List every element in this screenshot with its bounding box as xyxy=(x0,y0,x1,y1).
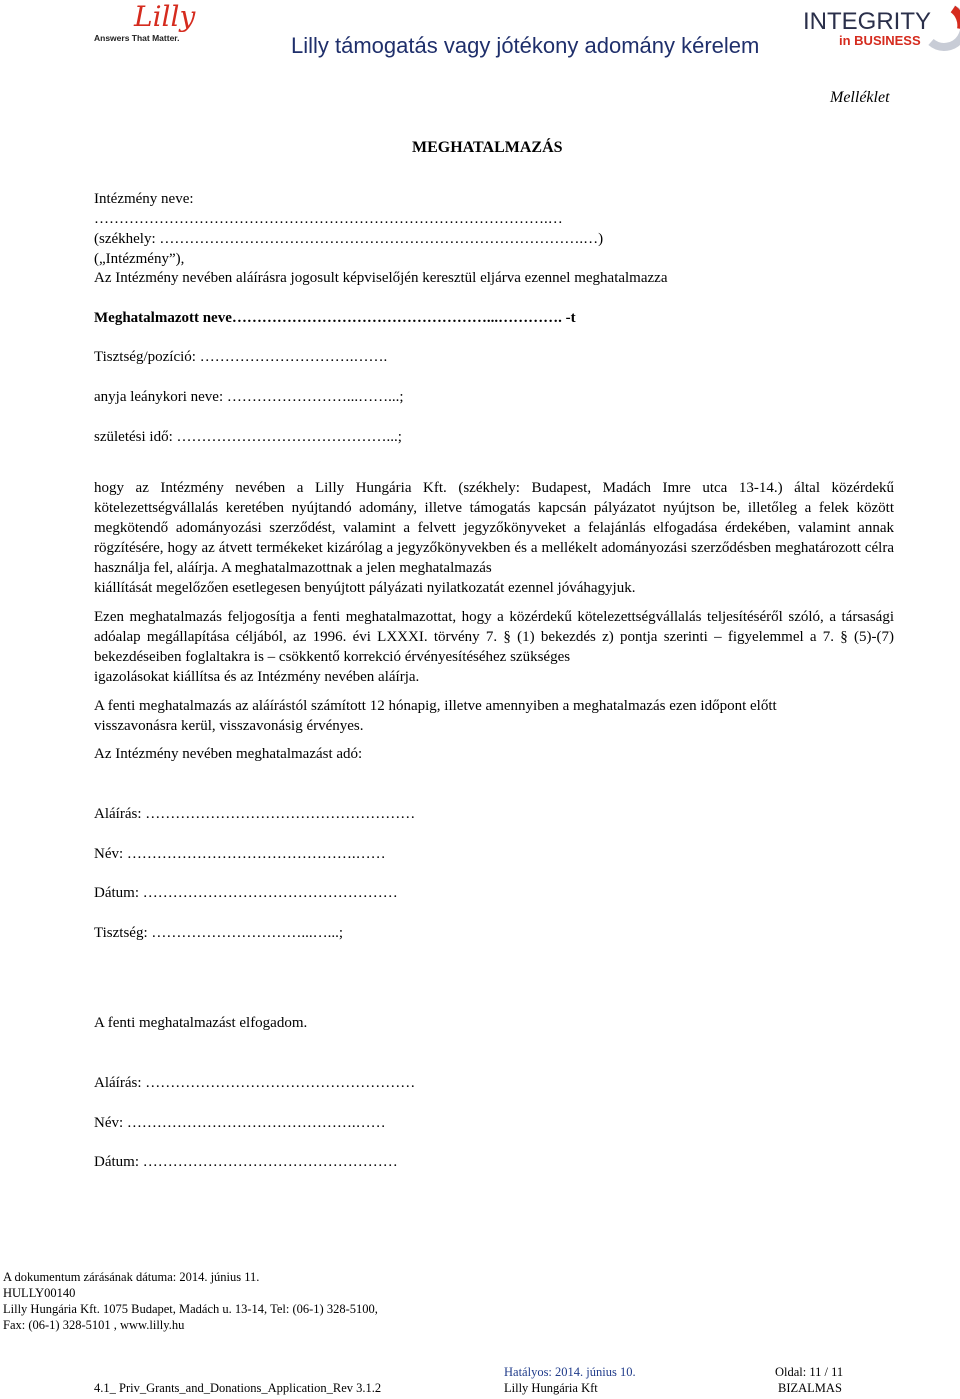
position-field: Tisztség/pozíció: ………………………….……. xyxy=(94,349,388,365)
lilly-logo-wordmark: Lilly xyxy=(134,0,196,33)
footer-code: HULLY00140 xyxy=(3,1286,76,1300)
footer-company: Lilly Hungária Kft xyxy=(504,1381,598,1395)
institution-seat-field: (székhely: ………………………………………………………………………….…) xyxy=(94,231,604,247)
header-title: Lilly támogatás vagy jótékony adomány kérelem xyxy=(291,33,760,58)
accept-line: A fenti meghatalmazást elfogadom. xyxy=(94,1015,308,1031)
paragraph-validity xyxy=(94,696,894,736)
proxy-name-field: Meghatalmazott neve……………………………………………...…………. -t xyxy=(94,310,576,326)
acceptor-name-field: Név: ……………………………………….…… xyxy=(94,1115,386,1131)
authorize-line: Az Intézmény nevében aláírásra jogosult képviselőjén keresztül eljárva ezennel meghatalmazza xyxy=(94,270,668,286)
grantor-signature-field: Aláírás: ……………………………………………… xyxy=(94,806,416,822)
footer-page-number: Oldal: 11 / 11 xyxy=(775,1365,844,1379)
paragraph-authority-last: kiállítását megelőzően esetlegesen benyújtott pályázati nyilatkozatát ezennel jóváhagyjuk. xyxy=(94,580,636,596)
integrity-sub: in BUSINESS xyxy=(839,33,921,48)
annex-label: Melléklet xyxy=(830,89,890,106)
footer-closing-date: A dokumentum zárásának dátuma: 2014. június 11. xyxy=(3,1270,260,1284)
footer-company-line: Lilly Hungária Kft. 1075 Budapet, Madách u. 13-14, Tel: (06-1) 328-5100, xyxy=(3,1302,378,1316)
institution-name-field: ……………………………………………………………………………….… xyxy=(94,211,563,227)
grantor-date-field: Dátum: …………………………………………… xyxy=(94,885,398,901)
grantor-position-field: Tisztség: …………………………...…...; xyxy=(94,925,344,941)
lilly-logo-tagline: Answers That Matter. xyxy=(94,33,180,43)
paragraph-authority-text: hogy az Intézmény nevében a Lilly Hungária Kft. (székhely: Budapest, Madách Imre utca 13-14.) által közérdekű kötelezettségvállalás keretében nyújtandó adomány, illetve támogatás kapcsán pályázatot nyújtson be, illetőleg a felek között megkötendő adományozási szerződést, valamint a felvett jegyzőkönyveket a felajánlás elfogadása érdekében, valamint annak rögzítésére, hogy az átvett termékeket kizárólag a jegyzőkönyvekben és a mellékelt adományozási szerződésben meghatározott célra használja fel, aláírja. A meghatalmazottnak a jelen meghatalmazás xyxy=(94,480,894,576)
grantor-line: Az Intézmény nevében meghatalmazást adó: xyxy=(94,746,363,762)
integrity-word: INTEGRITY xyxy=(803,8,932,35)
paragraph-validity-last: visszavonásra kerül, visszavonásig érvényes. xyxy=(94,718,364,734)
document-title: MEGHATALMAZÁS xyxy=(412,139,563,156)
paragraph-validity-text: A fenti meghatalmazás az aláírástól számított 12 hónapig, illetve amennyiben a meghatalmazás ezen időpont előtt xyxy=(94,698,777,714)
lilly-logo xyxy=(94,0,214,44)
institution-alias: („Intézmény”), xyxy=(94,251,185,267)
paragraph-tax-last: igazolásokat kiállítsa és az Intézmény nevében aláírja. xyxy=(94,669,420,685)
footer-confidential: BIZALMAS xyxy=(778,1381,842,1395)
grantor-name-field: Név: ……………………………………….…… xyxy=(94,846,386,862)
acceptor-signature-field: Aláírás: ……………………………………………… xyxy=(94,1075,416,1091)
footer-fax-line: Fax: (06-1) 328-5101 , www.lilly.hu xyxy=(3,1318,185,1332)
integrity-logo xyxy=(803,4,960,56)
footer-effective-date: Hatályos: 2014. június 10. xyxy=(504,1365,636,1379)
paragraph-tax-text: Ezen meghatalmazás feljogosítja a fenti meghatalmazottat, hogy a közérdekű kötelezettségvállalás teljesítéséről szóló, a társasági adóalap megállapítása céljából, az 1996. évi LXXXI. törvény 7. § (1) bekezdés z) pontja szerinti – figyelemmel a 7. § (5)-(7) bekezdéseiben foglaltakra is – csökkentő korrekció érvényesítéséhez szükséges xyxy=(94,609,894,665)
paragraph-tax xyxy=(94,607,894,687)
footer-filename: 4.1_ Priv_Grants_and_Donations_Application_Rev 3.1.2 xyxy=(94,1381,382,1395)
birth-date-field: születési idő: ……………………………………...; xyxy=(94,429,402,445)
paragraph-authority xyxy=(94,478,894,598)
acceptor-date-field: Dátum: …………………………………………… xyxy=(94,1154,398,1170)
institution-label: Intézmény neve: xyxy=(94,191,194,207)
mother-name-field: anyja leánykori neve: ……………………...……...; xyxy=(94,389,404,405)
